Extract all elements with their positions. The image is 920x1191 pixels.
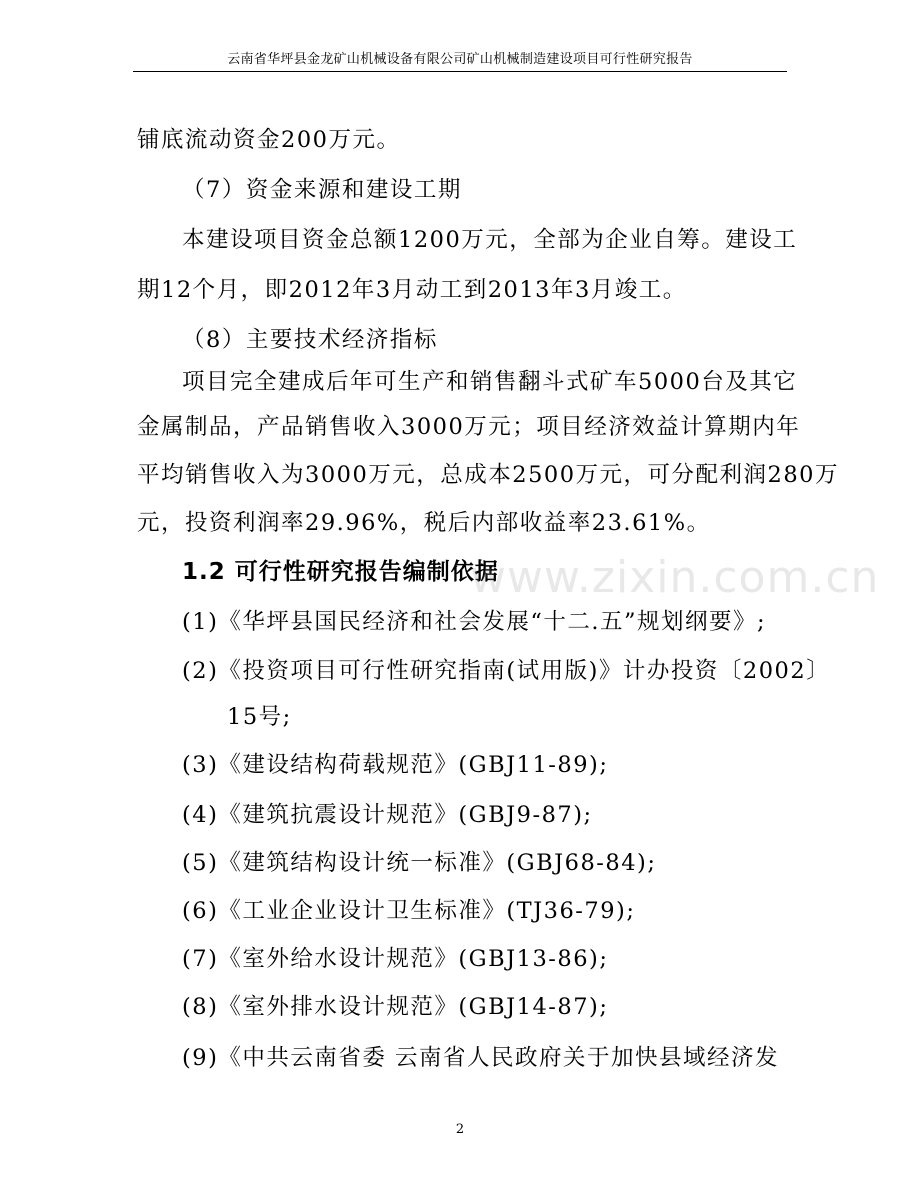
reference-item: (4)《建筑抗震设计规范》(GBJ9-87);: [182, 802, 593, 828]
reference-item: (3)《建设结构荷载规范》(GBJ11-89);: [182, 752, 609, 778]
subheading-indicators: （8）主要技术经济指标: [182, 327, 438, 353]
body-line-6: 项目完全建成后年可生产和销售翻斗式矿车5000台及其它: [182, 369, 798, 395]
reference-item: (7)《室外给水设计规范》(GBJ13-86);: [182, 946, 609, 972]
header-rule: [133, 71, 787, 72]
page-header-title: 云南省华坪县金龙矿山机械设备有限公司矿山机械制造建设项目可行性研究报告: [227, 52, 693, 67]
section-heading: 1.2 可行性研究报告编制依据: [182, 559, 499, 585]
body-line-8: 平均销售收入为3000万元，总成本2500万元，可分配利润280万: [137, 462, 839, 488]
body-line-4: 期12个月，即2012年3月动工到2013年3月竣工。: [137, 277, 687, 303]
page-number: 2: [455, 1122, 465, 1137]
reference-item: (8)《室外排水设计规范》(GBJ14-87);: [182, 994, 609, 1020]
subheading-funding-source: （7）资金来源和建设工期: [182, 177, 462, 203]
reference-item: (1)《华坪县国民经济和社会发展“十二.五”规划纲要》;: [182, 609, 767, 635]
reference-item: (2)《投资项目可行性研究指南(试用版)》计办投资〔2002〕: [182, 658, 831, 684]
reference-item: (6)《工业企业设计卫生标准》(TJ36-79);: [182, 898, 636, 924]
body-line-7: 金属制品，产品销售收入3000万元；项目经济效益计算期内年: [137, 414, 801, 440]
reference-item: (9)《中共云南省委 云南省人民政府关于加快县域经济发: [182, 1045, 780, 1071]
body-line-9: 元，投资利润率29.96%，税后内部收益率23.61%。: [137, 510, 711, 536]
reference-item-continuation: 15号;: [227, 704, 292, 730]
reference-item: (5)《建筑结构设计统一标准》(GBJ68-84);: [182, 850, 657, 876]
watermark: www.zixin.com.cn: [470, 552, 880, 603]
body-line-3: 本建设项目资金总额1200万元，全部为企业自筹。建设工: [182, 227, 798, 253]
body-line-1: 铺底流动资金200万元。: [137, 127, 401, 153]
